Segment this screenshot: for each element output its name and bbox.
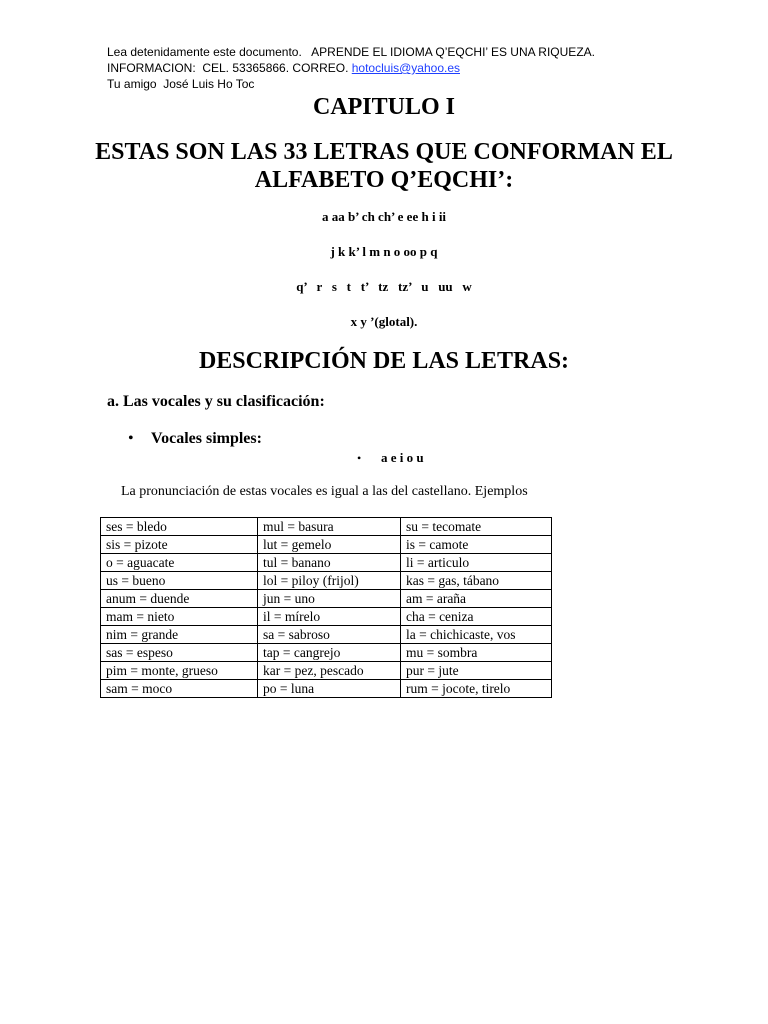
table-row [101,590,552,608]
table-row [101,536,552,554]
chapter-title: CAPITULO I [312,94,456,120]
main-title-line-1: ESTAS SON LAS 33 LETRAS QUE CONFORMAN EL [95,139,673,165]
alphabet-line-1: a aa b’ ch ch’ e ee h i ii [321,209,447,224]
table-cell: pim = monte, grueso [101,662,258,680]
header-contact-text: INFORMACION: CEL. 53365866. CORREO. [107,61,352,75]
table-cell: anum = duende [101,590,258,608]
table-cell: nim = grande [101,626,258,644]
email-link[interactable]: hotocluis@yahoo.es [351,61,460,75]
header-line-1: Lea detenidamente este documento. APRENDE EL IDIOMA Q’EQCHI’ ES UNA RIQUEZA. [107,45,595,59]
table-cell: cha = ceniza [400,608,551,626]
alphabet-line-3: q’ r s t t’ tz tz’ u uu w [296,279,472,294]
table-cell: lol = piloy (frijol) [258,572,401,590]
table-cell: mu = sombra [400,644,551,662]
table-cell: sam = moco [101,680,258,698]
table-cell: la = chichicaste, vos [400,626,551,644]
table-cell: tap = cangrejo [258,644,401,662]
header-line-3: Tu amigo José Luis Ho Toc [107,77,255,91]
table-row [101,608,552,626]
examples-table-body [101,518,552,698]
table-cell: sis = pizote [101,536,258,554]
document-header [107,44,595,92]
sub-bullet-label: a e i o u [381,450,424,465]
subsection-title: a. Las vocales y su clasificación: [107,393,325,410]
table-cell: mam = nieto [101,608,258,626]
table-cell: kas = gas, tábano [400,572,551,590]
table-cell: kar = pez, pescado [258,662,401,680]
examples-table [100,517,552,698]
section-title: DESCRIPCIÓN DE LAS LETRAS: [198,348,570,374]
table-row [101,554,552,572]
table-cell: po = luna [258,680,401,698]
intro-text: La pronunciación de estas vocales es igual a las del castellano. Ejemplos [121,484,528,499]
bullet-icon: • [128,430,134,447]
table-cell: pur = jute [400,662,551,680]
bullet-label: Vocales simples: [151,430,262,447]
table-cell: sas = espeso [101,644,258,662]
main-title [0,138,768,194]
table-cell: us = bueno [101,572,258,590]
table-row [101,626,552,644]
table-cell: am = araña [400,590,551,608]
table-cell: sa = sabroso [258,626,401,644]
table-cell: rum = jocote, tirelo [400,680,551,698]
table-row [101,644,552,662]
table-row [101,662,552,680]
sub-bullet-icon: • [357,451,362,465]
table-cell: il = mírelo [258,608,401,626]
header-line-2 [107,60,595,76]
table-cell: jun = uno [258,590,401,608]
table-cell: li = articulo [400,554,551,572]
main-title-line-2: ALFABETO Q’EQCHI’: [254,167,514,193]
table-cell: mul = basura [258,518,401,536]
table-row [101,518,552,536]
table-row [101,680,552,698]
table-cell: o = aguacate [101,554,258,572]
table-row [101,572,552,590]
table-cell: ses = bledo [101,518,258,536]
table-cell: lut = gemelo [258,536,401,554]
alphabet-line-4: x y ’(glotal). [350,314,418,329]
table-cell: su = tecomate [400,518,551,536]
alphabet-line-2: j k k’ l m n o oo p q [330,244,438,259]
table-cell: is = camote [400,536,551,554]
table-cell: tul = banano [258,554,401,572]
